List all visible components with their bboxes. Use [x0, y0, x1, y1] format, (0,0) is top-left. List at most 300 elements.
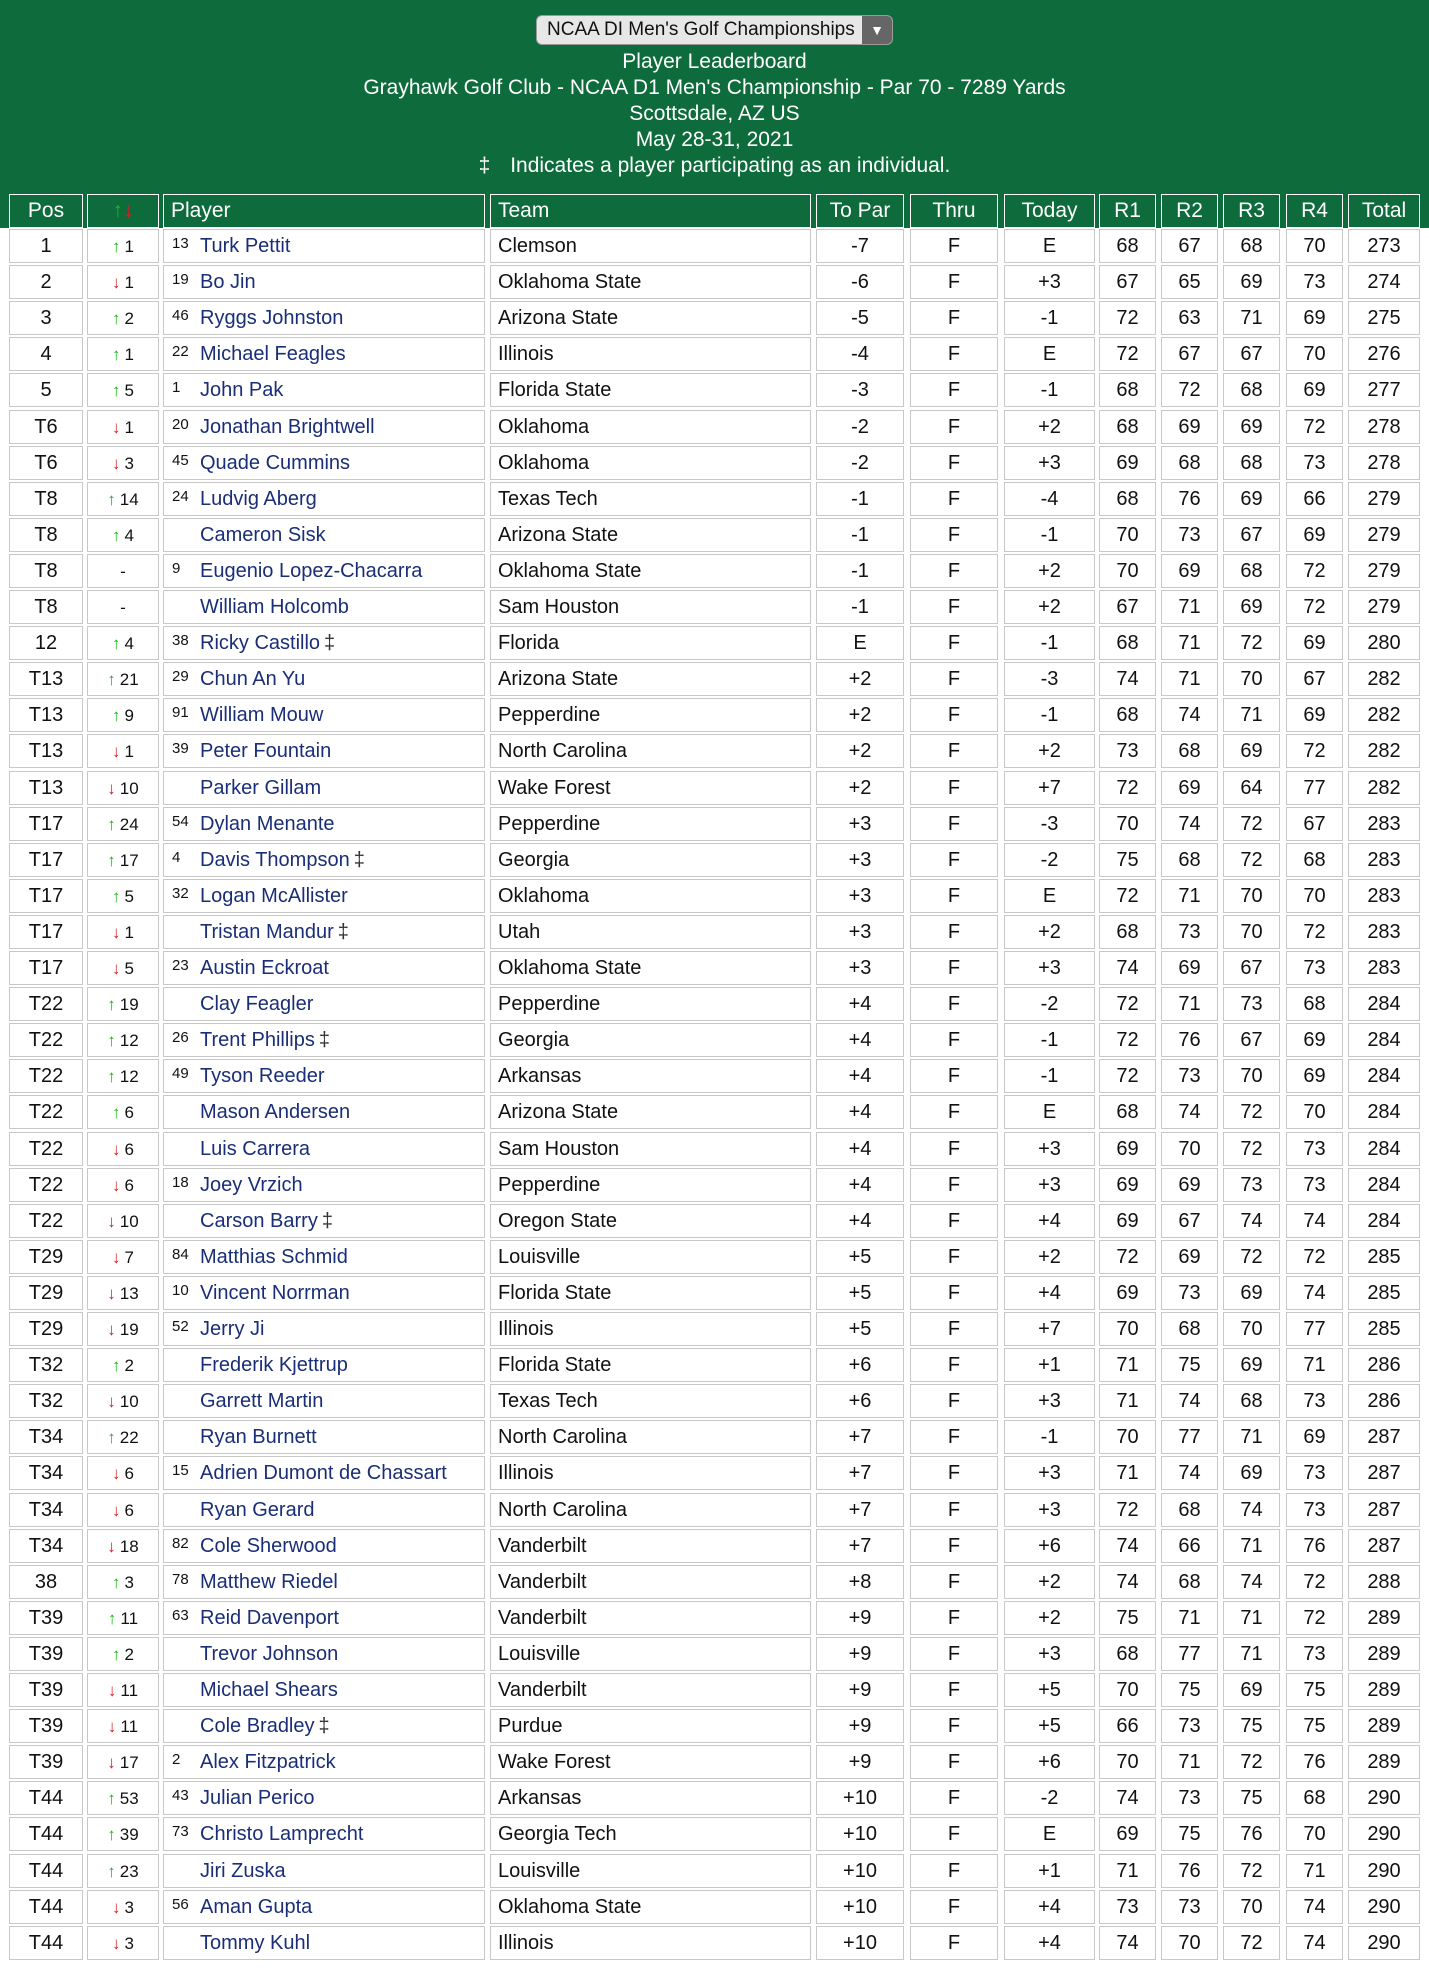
team: Georgia Tech — [490, 1817, 811, 1851]
to-par: +2 — [816, 734, 904, 768]
movement-count: 3 — [124, 453, 134, 473]
total: 286 — [1348, 1384, 1420, 1418]
player-name-link[interactable]: Jerry Ji — [200, 1318, 265, 1340]
arrow-up-icon: ↑ — [112, 1572, 121, 1592]
player-cell — [163, 951, 485, 985]
thru: F — [910, 1168, 998, 1202]
player-name-link[interactable]: Tommy Kuhl — [200, 1931, 311, 1954]
total: 289 — [1348, 1709, 1420, 1743]
total: 273 — [1348, 229, 1420, 263]
player-name-link[interactable]: Matthias Schmid — [200, 1245, 348, 1268]
round-3: 72 — [1223, 1854, 1280, 1888]
player-name-link[interactable]: Mason Andersen — [200, 1101, 351, 1124]
player-name-link[interactable]: Cameron Sisk — [200, 523, 326, 546]
table-row[interactable] — [0, 1347, 1429, 1383]
table-row[interactable] — [0, 733, 1429, 769]
team: Louisville — [490, 1854, 811, 1888]
total: 284 — [1348, 1023, 1420, 1057]
col-to-par[interactable]: To Par — [816, 194, 904, 228]
total: 289 — [1348, 1601, 1420, 1635]
arrow-up-icon: ↑ — [112, 309, 121, 329]
movement — [87, 1673, 159, 1707]
table-row[interactable] — [0, 1636, 1429, 1672]
player-cell — [163, 1493, 485, 1527]
total: 279 — [1348, 590, 1420, 624]
movement — [87, 590, 159, 624]
round-4: 68 — [1286, 1781, 1343, 1815]
to-par: +7 — [816, 1493, 904, 1527]
arrow-up-icon: ↑ — [107, 1789, 116, 1809]
round-1: 70 — [1099, 1673, 1156, 1707]
to-par: -1 — [816, 554, 904, 588]
table-row[interactable] — [0, 661, 1429, 697]
table-row[interactable] — [0, 1131, 1429, 1167]
round-3: 72 — [1223, 1240, 1280, 1274]
round-4: 70 — [1286, 1095, 1343, 1129]
player-name-link[interactable]: Luis Carrera — [200, 1137, 311, 1160]
chevron-down-icon[interactable]: ▼ — [862, 16, 892, 44]
table-row[interactable] — [0, 697, 1429, 733]
round-1: 72 — [1099, 1493, 1156, 1527]
table-row[interactable] — [0, 1600, 1429, 1636]
table-row[interactable] — [0, 1058, 1429, 1094]
round-3: 68 — [1223, 1384, 1280, 1418]
round-1: 72 — [1099, 1059, 1156, 1093]
to-par: +10 — [816, 1817, 904, 1851]
player-name-link[interactable]: Peter Fountain — [200, 740, 332, 763]
table-row[interactable] — [0, 1780, 1429, 1816]
team: Arkansas — [490, 1781, 811, 1815]
round-2: 68 — [1161, 734, 1218, 768]
total: 276 — [1348, 337, 1420, 371]
table-row[interactable] — [0, 300, 1429, 336]
today: +7 — [1004, 1312, 1095, 1346]
col-team[interactable]: Team — [490, 194, 811, 228]
player-name-link[interactable]: Tristan Mandur — [200, 920, 334, 943]
player-name-link[interactable]: John Pak — [200, 379, 284, 402]
table-row[interactable] — [0, 553, 1429, 589]
table-row[interactable] — [0, 1167, 1429, 1203]
movement — [87, 1095, 159, 1129]
movement-count: 7 — [124, 1247, 134, 1267]
thru: F — [910, 698, 998, 732]
player-name-link[interactable]: Trevor Johnson — [200, 1642, 339, 1665]
player-cell — [163, 915, 485, 949]
movement-count: 6 — [124, 1139, 134, 1159]
table-row[interactable] — [0, 1311, 1429, 1347]
player-name-link[interactable]: Davis Thompson — [200, 848, 350, 871]
player-name-link[interactable]: Quade Cummins — [200, 451, 351, 474]
movement — [87, 410, 159, 444]
to-par: +2 — [816, 698, 904, 732]
player-name-link[interactable]: Vincent Norrman — [200, 1281, 350, 1304]
dagger-icon: ‡ — [478, 154, 491, 177]
player-name-link[interactable]: Ryggs Johnston — [200, 307, 344, 330]
player-cell — [163, 879, 485, 913]
movement — [87, 1817, 159, 1851]
table-row[interactable] — [0, 1528, 1429, 1564]
position: 5 — [9, 373, 83, 407]
seed-number: 19 — [172, 271, 189, 289]
arrow-down-icon: ↓ — [107, 1283, 116, 1303]
table-row[interactable] — [0, 481, 1429, 517]
player-name-link[interactable]: Trent Phillips — [200, 1029, 315, 1052]
player-name-link[interactable]: Michael Feagles — [200, 343, 346, 366]
round-3: 72 — [1223, 1095, 1280, 1129]
table-row[interactable] — [0, 1239, 1429, 1275]
movement — [87, 1132, 159, 1166]
player-cell — [163, 1348, 485, 1382]
col-movement[interactable] — [87, 194, 159, 228]
player-name-link[interactable]: Matthew Riedel — [200, 1570, 338, 1593]
to-par: +9 — [816, 1673, 904, 1707]
round-3: 72 — [1223, 626, 1280, 660]
total: 284 — [1348, 987, 1420, 1021]
today: +2 — [1004, 590, 1095, 624]
thru: F — [910, 1023, 998, 1057]
round-2: 75 — [1161, 1673, 1218, 1707]
to-par: +4 — [816, 1059, 904, 1093]
table-row[interactable] — [0, 1455, 1429, 1491]
to-par: +7 — [816, 1420, 904, 1454]
player-cell — [163, 807, 485, 841]
table-row[interactable] — [0, 986, 1429, 1022]
table-row[interactable] — [0, 1672, 1429, 1708]
player-cell — [163, 410, 485, 444]
player-name-link[interactable]: Ryan Burnett — [200, 1426, 317, 1449]
player-name-link[interactable]: Carson Barry — [200, 1209, 318, 1232]
table-row[interactable] — [0, 1564, 1429, 1600]
player-name-link[interactable]: Cole Sherwood — [200, 1534, 337, 1557]
dagger-icon: ‡ — [321, 1209, 333, 1232]
player-name-link[interactable]: Dylan Menante — [200, 812, 335, 835]
player-name-link[interactable]: William Holcomb — [200, 596, 349, 618]
to-par: +9 — [816, 1637, 904, 1671]
team: Arizona State — [490, 518, 811, 552]
arrow-down-icon: ↓ — [112, 1897, 121, 1917]
arrow-up-icon: ↑ — [112, 199, 123, 222]
player-name-link[interactable]: Jonathan Brightwell — [200, 415, 375, 438]
arrow-up-icon: ↑ — [112, 381, 121, 401]
arrow-up-icon: ↑ — [107, 1825, 116, 1845]
round-4: 69 — [1286, 626, 1343, 660]
round-4: 73 — [1286, 951, 1343, 985]
movement-count: 5 — [124, 959, 134, 978]
player-cell — [163, 1132, 485, 1166]
seed-number: 73 — [172, 1823, 189, 1841]
total: 282 — [1348, 698, 1420, 732]
total: 285 — [1348, 1240, 1420, 1274]
team: Illinois — [490, 337, 811, 371]
thru: F — [910, 1745, 998, 1779]
to-par: +10 — [816, 1926, 904, 1960]
team: Oklahoma State — [490, 951, 811, 985]
round-1: 71 — [1099, 1456, 1156, 1490]
player-name-link[interactable]: Chun An Yu — [200, 668, 306, 691]
movement-count: 5 — [124, 886, 134, 906]
position: T44 — [9, 1817, 83, 1851]
team: Arizona State — [490, 1095, 811, 1129]
table-row[interactable] — [0, 1203, 1429, 1239]
round-3: 71 — [1223, 1420, 1280, 1454]
arrow-up-icon: ↑ — [107, 1608, 117, 1628]
col-today[interactable]: Today — [1004, 194, 1095, 228]
player-name-link[interactable]: Michael Shears — [200, 1679, 338, 1701]
dagger-icon: ‡ — [353, 848, 365, 871]
table-row[interactable] — [0, 1094, 1429, 1130]
team: Wake Forest — [490, 771, 811, 805]
table-row[interactable] — [0, 770, 1429, 806]
movement-count: 18 — [119, 1536, 139, 1556]
round-2: 69 — [1161, 554, 1218, 588]
player-cell — [163, 1276, 485, 1310]
championship-dropdown[interactable] — [536, 15, 893, 45]
table-row[interactable] — [0, 1492, 1429, 1528]
total: 290 — [1348, 1781, 1420, 1815]
player-name-link[interactable]: Clay Feagler — [200, 993, 314, 1016]
total: 284 — [1348, 1168, 1420, 1202]
seed-number: 63 — [172, 1606, 189, 1624]
round-1: 73 — [1099, 734, 1156, 768]
col-pos[interactable]: Pos — [9, 194, 83, 228]
round-3: 64 — [1223, 771, 1280, 805]
movement — [87, 301, 159, 335]
player-name-link[interactable]: Adrien Dumont de Chassart — [200, 1462, 447, 1485]
thru: F — [910, 843, 998, 877]
team: Illinois — [490, 1456, 811, 1490]
round-4: 73 — [1286, 1456, 1343, 1490]
today: +6 — [1004, 1745, 1095, 1779]
table-row[interactable] — [0, 228, 1429, 264]
today: +2 — [1004, 1240, 1095, 1274]
round-1: 68 — [1099, 410, 1156, 444]
round-3: 74 — [1223, 1493, 1280, 1527]
table-row[interactable] — [0, 842, 1429, 878]
round-3: 70 — [1223, 915, 1280, 949]
movement — [87, 662, 159, 696]
location: Scottsdale, AZ US — [629, 102, 800, 125]
round-4: 72 — [1286, 554, 1343, 588]
thru: F — [910, 1059, 998, 1093]
today: +2 — [1004, 554, 1095, 588]
col-r4[interactable]: R4 — [1286, 194, 1343, 228]
movement-count: 14 — [119, 489, 139, 509]
total: 286 — [1348, 1348, 1420, 1382]
movement — [87, 1276, 159, 1310]
arrow-up-icon: ↑ — [107, 489, 116, 509]
round-3: 69 — [1223, 1456, 1280, 1490]
movement-count: 17 — [119, 1753, 139, 1773]
round-1: 74 — [1099, 1781, 1156, 1815]
movement-count: 6 — [124, 1103, 134, 1123]
thru: F — [910, 446, 998, 480]
round-2: 73 — [1161, 1059, 1218, 1093]
player-name-link[interactable]: Bo Jin — [200, 271, 256, 294]
player-name-link[interactable]: Ludvig Aberg — [200, 487, 317, 510]
seed-number: 84 — [172, 1245, 189, 1263]
table-row[interactable] — [0, 264, 1429, 300]
thru: F — [910, 1276, 998, 1310]
to-par: +7 — [816, 1529, 904, 1563]
table-row[interactable] — [0, 914, 1429, 950]
leaderboard-table — [0, 228, 1429, 1968]
seed-number: 22 — [172, 343, 189, 361]
table-row[interactable] — [0, 1275, 1429, 1311]
round-4: 76 — [1286, 1529, 1343, 1563]
col-r1[interactable]: R1 — [1099, 194, 1156, 228]
player-name-link[interactable]: Jiri Zuska — [200, 1859, 286, 1882]
round-2: 73 — [1161, 1890, 1218, 1924]
player-name-link[interactable]: Tyson Reeder — [200, 1065, 325, 1088]
thru: F — [910, 410, 998, 444]
today: +5 — [1004, 1709, 1095, 1743]
round-4: 74 — [1286, 1890, 1343, 1924]
table-row[interactable] — [0, 1889, 1429, 1925]
player-cell — [163, 1890, 485, 1924]
to-par: +3 — [816, 879, 904, 913]
total: 289 — [1348, 1637, 1420, 1671]
table-row[interactable] — [0, 878, 1429, 914]
player-name-link[interactable]: Garrett Martin — [200, 1390, 324, 1413]
round-4: 76 — [1286, 1745, 1343, 1779]
table-row[interactable] — [0, 1708, 1429, 1744]
movement — [87, 265, 159, 299]
round-2: 77 — [1161, 1637, 1218, 1671]
arrow-down-icon: ↓ — [112, 1139, 121, 1159]
player-name-link[interactable]: Turk Pettit — [200, 235, 291, 257]
table-row[interactable] — [0, 1816, 1429, 1852]
player-cell — [163, 1456, 485, 1490]
round-1: 69 — [1099, 1817, 1156, 1851]
player-name-link[interactable]: Frederik Kjettrup — [200, 1354, 348, 1377]
total: 277 — [1348, 373, 1420, 407]
movement-count: 23 — [119, 1861, 139, 1881]
col-thru[interactable]: Thru — [910, 194, 998, 228]
table-row[interactable] — [0, 1383, 1429, 1419]
table-row[interactable] — [0, 806, 1429, 842]
player-name-link[interactable]: Julian Perico — [200, 1787, 315, 1810]
movement — [87, 1456, 159, 1490]
player-cell — [163, 1565, 485, 1599]
round-4: 73 — [1286, 265, 1343, 299]
round-4: 74 — [1286, 1926, 1343, 1960]
table-row[interactable] — [0, 409, 1429, 445]
movement — [87, 1312, 159, 1346]
player-name-link[interactable]: Eugenio Lopez-Chacarra — [200, 559, 423, 582]
movement-count: 4 — [124, 634, 134, 654]
round-4: 75 — [1286, 1709, 1343, 1743]
player-name-link[interactable]: Alex Fitzpatrick — [200, 1751, 336, 1774]
table-row[interactable] — [0, 1853, 1429, 1889]
seed-number: 24 — [172, 487, 189, 505]
player-name-link[interactable]: Christo Lamprecht — [200, 1823, 364, 1846]
table-row[interactable] — [0, 1419, 1429, 1455]
table-row[interactable] — [0, 517, 1429, 553]
team: Arizona State — [490, 662, 811, 696]
player-name-link[interactable]: Logan McAllister — [200, 884, 348, 907]
movement-count: 11 — [120, 1681, 139, 1700]
col-r3[interactable]: R3 — [1223, 194, 1280, 228]
player-name-link[interactable]: Austin Eckroat — [200, 957, 329, 979]
movement-count: 1 — [124, 237, 134, 256]
table-row[interactable] — [0, 1022, 1429, 1058]
arrow-up-icon: ↑ — [107, 995, 116, 1015]
to-par: +6 — [816, 1384, 904, 1418]
round-2: 72 — [1161, 373, 1218, 407]
movement-count: 5 — [124, 381, 134, 401]
table-row[interactable] — [0, 372, 1429, 408]
player-name-link[interactable]: Aman Gupta — [200, 1895, 313, 1918]
table-row[interactable] — [0, 445, 1429, 481]
round-1: 74 — [1099, 1529, 1156, 1563]
table-row[interactable] — [0, 1744, 1429, 1780]
col-total[interactable]: Total — [1348, 194, 1420, 228]
thru: F — [910, 590, 998, 624]
position: 1 — [9, 229, 83, 263]
thru: F — [910, 1637, 998, 1671]
player-name-link[interactable]: Cole Bradley — [200, 1715, 315, 1738]
team: Pepperdine — [490, 987, 811, 1021]
col-r2[interactable]: R2 — [1161, 194, 1218, 228]
to-par: -7 — [816, 229, 904, 263]
table-row[interactable] — [0, 950, 1429, 986]
arrow-up-icon: ↑ — [107, 850, 116, 870]
seed-number: 56 — [172, 1895, 189, 1913]
player-name-link[interactable]: Joey Vrzich — [200, 1173, 303, 1196]
movement-count: 53 — [119, 1789, 139, 1809]
movement-count: 13 — [119, 1283, 139, 1303]
player-name-link[interactable]: William Mouw — [200, 704, 324, 727]
table-row[interactable] — [0, 589, 1429, 625]
arrow-up-icon: ↑ — [107, 814, 116, 834]
arrow-down-icon: ↓ — [107, 1681, 117, 1700]
position: T39 — [9, 1709, 83, 1743]
round-1: 74 — [1099, 951, 1156, 985]
table-row[interactable] — [0, 1925, 1429, 1961]
round-2: 74 — [1161, 807, 1218, 841]
col-player[interactable]: Player — [163, 194, 485, 228]
round-2: 74 — [1161, 1384, 1218, 1418]
player-name-link[interactable]: Ryan Gerard — [200, 1498, 315, 1521]
to-par: +4 — [816, 1023, 904, 1057]
player-name-link[interactable]: Ricky Castillo — [200, 632, 321, 655]
position: T32 — [9, 1348, 83, 1382]
arrow-down-icon: ↓ — [112, 273, 121, 293]
round-1: 71 — [1099, 1348, 1156, 1382]
round-4: 73 — [1286, 1168, 1343, 1202]
team: Florida State — [490, 1348, 811, 1382]
movement-count: 1 — [124, 922, 134, 942]
player-cell — [163, 518, 485, 552]
table-row[interactable] — [0, 625, 1429, 661]
player-cell — [163, 1745, 485, 1779]
movement-count: 10 — [119, 778, 139, 798]
thru: F — [910, 1601, 998, 1635]
today: +3 — [1004, 1493, 1095, 1527]
total: 289 — [1348, 1673, 1420, 1707]
round-4: 73 — [1286, 446, 1343, 480]
player-name-link[interactable]: Reid Davenport — [200, 1606, 339, 1629]
player-name-link[interactable]: Parker Gillam — [200, 776, 322, 799]
table-row[interactable] — [0, 336, 1429, 372]
position: T22 — [9, 1132, 83, 1166]
seed-number: 2 — [172, 1751, 181, 1769]
seed-number: 38 — [172, 632, 189, 650]
today: +3 — [1004, 265, 1095, 299]
round-3: 76 — [1223, 1817, 1280, 1851]
player-cell — [163, 1817, 485, 1851]
today: +4 — [1004, 1890, 1095, 1924]
